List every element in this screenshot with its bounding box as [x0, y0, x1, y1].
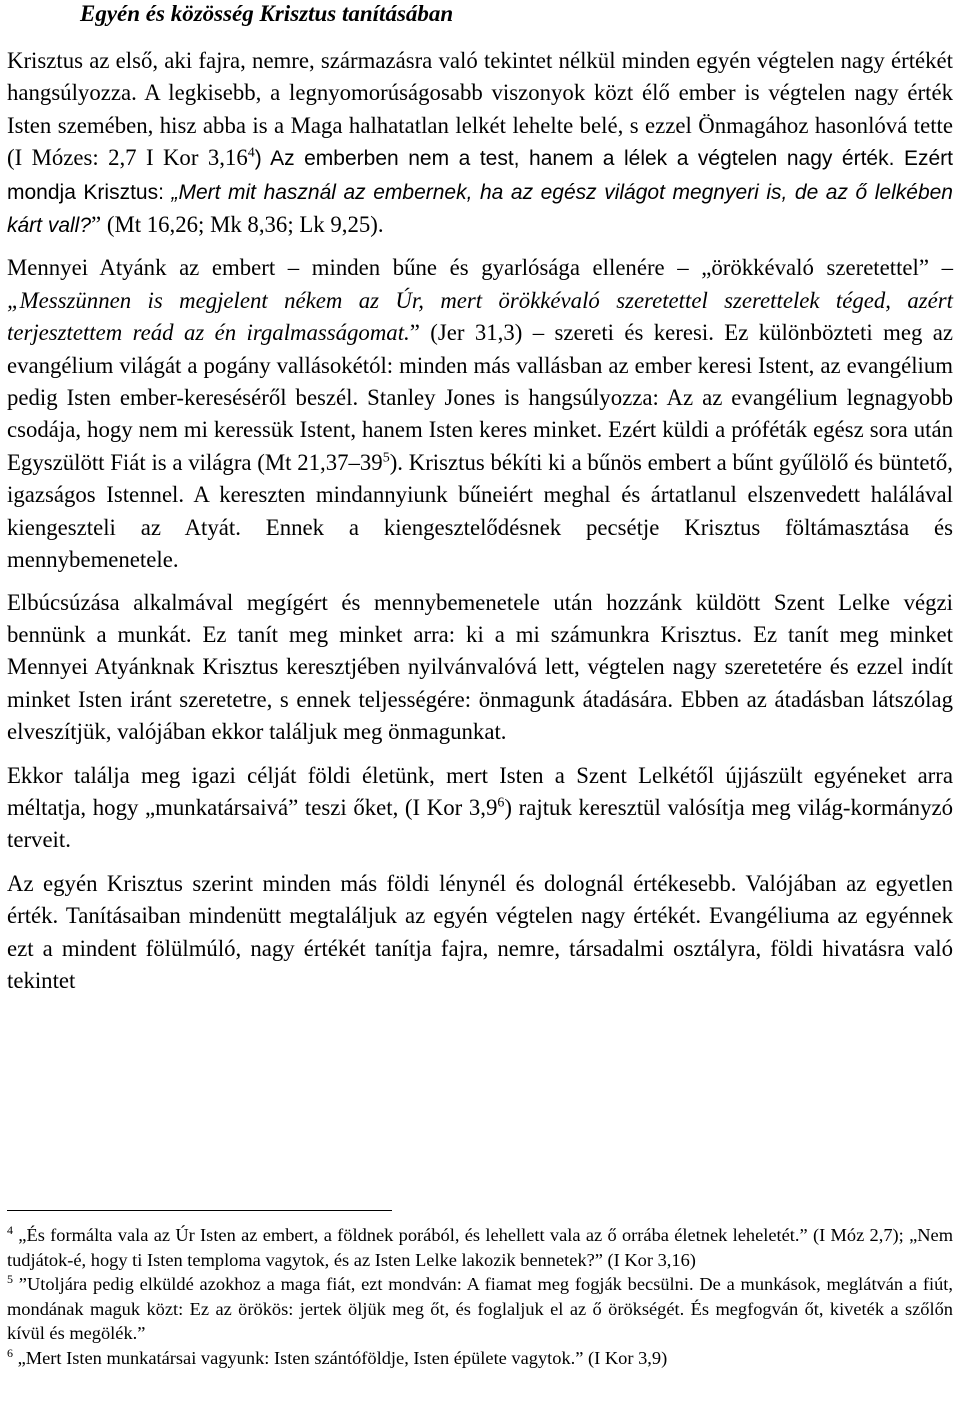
footnote-text: ”Utoljára pedig elküldé azokhoz a maga fiát, ezt mondván: A fiamat meg fogják becsülni. De a munkások, meglátván a fiút, mondának maguk közt: Ez az örökös: jertek öljük meg őt, és foglaljuk el az ő örökségét. És megfogván őt, kiveték a szőlőn kívül és megölék.” — [7, 1274, 953, 1344]
paragraph-1 — [7, 45, 953, 242]
footnote-6 — [7, 1346, 953, 1371]
p1-text-c: ” (Mt 16,26; Mk 8,36; Lk 9,25). — [91, 212, 384, 238]
p2-text-c: ). Krisztus békíti ki a bűnös embert a bűnt gyűlölő és büntető, igazságos Istennel. A kereszten mindannyiunk bűneiért meghal és ártatlanul elszenvedett halálával kiengeszteli az Atyát. Ennek a kiengesztelődésnek pecsétje Krisztus föltámasztása és mennybemenetele. — [7, 449, 953, 573]
footnote-number: 4 — [7, 1222, 13, 1237]
p1-quote: „Mert mit használ az embernek, ha az egész világot megnyeri is, de az ő lelkében kárt vall? — [7, 180, 953, 238]
document-page — [7, 0, 953, 1368]
paragraph-5: Az egyén Krisztus szerint minden más földi lénynél és dolognál értékesebb. Valójában az egyetlen érték. Tanításaiban mindenütt megtaláljuk az egyén végtelen nagy értékét. Evangéliuma az egyénnek ezt a mindent fölülmúló, nagy értékét tanítja fajra, nemre, társadalmi osztályra, földi hivatásra való tekintet — [7, 870, 953, 993]
section-heading: Egyén és közösség Krisztus tanításában — [80, 1, 454, 26]
footnote-text: „És formálta vala az Úr Isten az embert, a földnek porából, és lehellett vala az ő orrába életnek leheletét.” (I Móz 2,7); „Nem tudjátok-é, hogy ti Isten temploma vagytok, és az Isten Lelke lakozik bennetek?” (I Kor 3,16) — [7, 1225, 953, 1270]
footnote-5 — [7, 1272, 953, 1346]
p1-text-b: ) Az emberben nem a test, hanem a lélek a végtelen nagy érték. Ezért mondja Krisztus: — [7, 147, 953, 204]
footnote-4 — [7, 1223, 953, 1272]
footnote-ref-4: 4 — [247, 145, 255, 161]
p4-text-a: Ekkor találja meg igazi célját földi életünk, mert Isten a Szent Lelkétől újjászült egyéneket arra méltatja, hogy „munkatársaivá” teszi őket, (I Kor 3,9 — [7, 762, 953, 820]
footnotes — [7, 1223, 953, 1371]
p2-quote: „Messzünnen is megjelent nékem az Úr, mert örökkévaló szeretettel szerettelek téged, azért terjesztettem reád az én irgalmasságomat. — [7, 287, 953, 346]
footnote-text: „Mert Isten munkatársai vagyunk: Isten szántóföldje, Isten épülete vagytok.” (I Kor 3,9) — [13, 1347, 668, 1368]
footnote-separator — [7, 1210, 392, 1211]
p2-text-b: ” (Jer 31,3) – szereti és keresi. Ez különbözteti meg az evangélium világát a pogány vallásokétól: minden más vallásban az ember keresi Istent, az evangélium pedig Isten ember-kereséséről beszél. Stanley Jones is hangsúlyozza: Az az evangélium legnagyobb csodája, hogy nem mi keressük Istent, hanem Isten keres minket. Ezért küldi a próféták egész sora után Egyszülött Fiát is a világra (Mt 21,37–39 — [7, 320, 953, 475]
p4-text-b: ) rajtuk keresztül valósítja meg világ-kormányzó terveit. — [7, 794, 953, 853]
footnote-ref-5: 5 — [382, 450, 390, 466]
footnote-number: 5 — [7, 1272, 13, 1287]
paragraph-4 — [7, 760, 953, 857]
paragraph-3: Elbúcsúzása alkalmával megígért és mennybemenetele után hozzánk küldött Szent Lelke végzi bennünk a munkát. Ez tanít meg minket arra: ki a mi számunkra Krisztus. Ez tanít meg minket Mennyei Atyánknak Krisztus keresztjében nyilvánvalóvá lett, végtelen nagy szeretetére és ezzel indít minket Isten iránt szeretetre, s ennek teljességére: önmagunk átadására. Ebben az átadásban látszólag elveszítjük, valójában ekkor találjuk meg önmagunkat. — [7, 589, 953, 745]
paragraph-2 — [7, 252, 953, 576]
footnote-ref-6: 6 — [497, 795, 505, 811]
footnote-number: 6 — [7, 1345, 13, 1360]
p1-text-a: Krisztus az első, aki fajra, nemre, származásra való tekintet nélkül minden egyén végtelen nagy értékét hangsúlyozza. A legkisebb, a legnyomorúságosabb viszonyok közt élő ember is végtelen nagy érték Isten szemében, hisz abba is a Maga halhatatlan lelkét lehelte belé, s ezzel Önmagához hasonlóvá tette (I Mózes: 2,7 I Kor 3,16 — [7, 48, 953, 171]
p2-text-a: Mennyei Atyánk az embert – minden bűne és gyarlósága ellenére – „örökkévaló szeretettel” – — [7, 255, 953, 281]
